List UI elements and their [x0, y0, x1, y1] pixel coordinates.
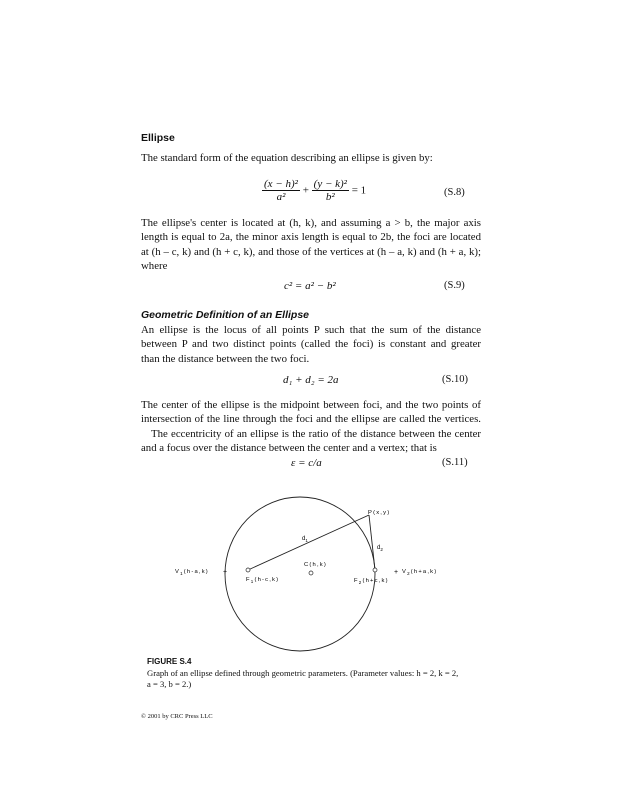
fraction-y-numerator: (y − k)²: [313, 178, 347, 190]
equation-number-s8: (S.8): [444, 187, 465, 198]
figure-caption-title: FIGURE S.4: [147, 657, 192, 666]
v2-rest: (h+a,k): [410, 569, 438, 575]
equation-rhs: = 1: [351, 184, 367, 197]
f1-sub: 1: [250, 579, 255, 584]
copyright-notice: © 2001 by CRC Press LLC: [141, 713, 213, 720]
v1-main: V: [175, 569, 181, 575]
fraction-y-denominator: b²: [325, 191, 335, 203]
point-p-label: P(x,y): [368, 510, 391, 516]
paragraph-line: intersection of the line through the foci and the ellipse are called the vertices.: [141, 413, 481, 426]
caption-line: Graph of an ellipse defined through geometric parameters. (Parameter values: h = 2, k = 2,: [147, 668, 459, 678]
intro-text: The standard form of the equation describing an ellipse is given by:: [141, 152, 433, 164]
focus-f1-label: [246, 577, 279, 584]
v2-main: V: [402, 569, 408, 575]
v1-rest: (h-a,k): [183, 569, 209, 575]
paragraph-line: and a focus over the distance between the center and a vertex; that is: [141, 441, 437, 454]
figure-caption: [147, 668, 487, 690]
vertex-v2-marker: +: [393, 569, 399, 576]
v1-sub: 1: [180, 571, 184, 576]
d1-label: [302, 536, 308, 543]
equation-number-s11: (S.11): [442, 457, 468, 468]
paragraph-line: The ellipse's center is located at (h, k), and assuming a > b, the major axis: [141, 217, 481, 229]
paragraph-line: An ellipse is the locus of all points P such that the sum of the distance: [141, 324, 481, 336]
equation-number-s10: (S.10): [442, 374, 468, 385]
fraction-x-numerator: (x − h)²: [264, 178, 298, 190]
d1-label-sub: 1: [305, 538, 308, 543]
vertex-v2-label: [402, 569, 437, 576]
f1-main: F: [246, 577, 251, 583]
f1-rest: (h-c,k): [254, 577, 280, 583]
paragraph-line: between P and two distinct points (called the foci) is constant and greater: [141, 338, 481, 351]
ellipse-curve: [222, 497, 375, 651]
equation-number-s9: (S.9): [444, 280, 465, 291]
v2-sub: 2: [407, 571, 411, 576]
paragraph-line: where: [141, 259, 168, 272]
subsection-title: Geometric Definition of an Ellipse: [141, 309, 310, 321]
paragraph-line: at (h – c, k) and (h + c, k), and those of the vertices at (h – a, k) and (h + a, k);: [141, 245, 481, 258]
focus-f1-marker: [246, 568, 250, 572]
paragraph-line: than the distance between the two foci.: [141, 352, 310, 365]
f2-rest: (h+c,k): [362, 578, 389, 584]
vertex-v1-marker: +: [222, 569, 228, 576]
center-label: C(h,k): [304, 562, 327, 568]
paragraph-line: length is equal to 2a, the minor axis length is equal to 2b, the foci are located: [141, 231, 481, 244]
equation-s9: c² = a² − b²: [284, 280, 336, 292]
distance-d2-line: [369, 515, 375, 570]
paragraph-line: The eccentricity of an ellipse is the ratio of the distance between the center: [151, 427, 481, 440]
d2-label-main: d: [377, 545, 381, 551]
equation-s11: ε = c/a: [291, 457, 322, 469]
d2-label: [377, 545, 383, 552]
center-marker: [309, 571, 313, 575]
paragraph-line: The center of the ellipse is the midpoint between foci, and the two points of: [141, 399, 481, 411]
focus-f2-label: [354, 578, 389, 585]
caption-line: a = 3, b = 2.): [147, 679, 192, 689]
plus-sign: +: [302, 184, 309, 197]
f2-sub: 2: [358, 580, 363, 585]
section-title: Ellipse: [141, 132, 175, 144]
d2-label-sub: 2: [380, 547, 383, 552]
vertex-v1-label: [175, 569, 209, 576]
fraction-x-denominator: a²: [276, 191, 286, 203]
f2-main: F: [354, 578, 359, 584]
equation-s10: d₁ + d₂ = 2a: [283, 374, 339, 386]
focus-f2-marker: [373, 568, 377, 572]
d1-label-main: d: [302, 536, 306, 542]
